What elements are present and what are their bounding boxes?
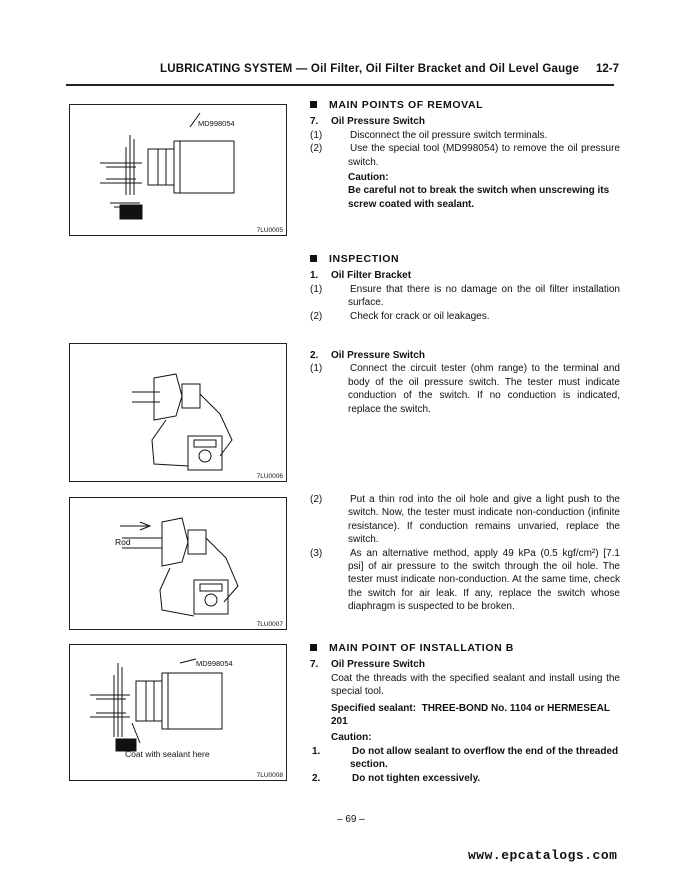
item-title: 1. Oil Filter Bracket	[310, 270, 412, 282]
rod-callout: Rod	[115, 537, 131, 547]
removal-section	[310, 99, 620, 211]
caution-label: Caution:	[348, 172, 389, 184]
figure-code: 7LU0006	[256, 473, 283, 480]
installation-section	[310, 642, 620, 785]
inspection-step: (1) Connect the circuit tester (ohm range) to the terminal and body of the oil pressure switch. The tester must indicate conduction of the switch. If no conduction is indicated, replace the switch.	[310, 363, 620, 415]
switch-removal-illustration	[70, 105, 286, 235]
tool-callout: MD998054	[198, 119, 235, 128]
removal-step: (2) Use the special tool (MD998054) to remove the oil pressure switch.	[310, 143, 620, 168]
header-page-number: 12-7	[596, 63, 620, 75]
inspection-step: (2) Put a thin rod into the oil hole and give a light push to the switch. Now, the tester must indicate non-conduction (infinite resistance). If conduction remains unvaried, replace the switch.	[310, 494, 620, 546]
caution-text: Be careful not to break the switch when unscrewing its screw coated with sealant.	[348, 185, 610, 210]
caution-item: 1. Do not allow sealant to overflow the end of the threaded section.	[312, 745, 619, 771]
header-rule	[66, 84, 614, 86]
caution-item: 2. Do not tighten excessively.	[312, 772, 481, 784]
figure-tester-check	[69, 343, 287, 482]
figure-rod-test	[69, 497, 287, 630]
bullet-square-icon	[310, 255, 317, 262]
removal-step: (1) Disconnect the oil pressure switch terminals.	[310, 129, 548, 141]
section-heading: MAIN POINTS OF REMOVAL	[310, 99, 620, 112]
page-header	[0, 63, 680, 83]
page-number: – 69 –	[337, 814, 365, 825]
inspection-step: (3) As an alternative method, apply 49 kPa (0.5 kgf/cm²) [7.1 psi] of air pressure to the switch through the oil hole. The tester must indicate non-conduction. At the same time, check the switch for air leak. If any, replace the switch whose diaphragm is suspected to be broken.	[310, 547, 620, 613]
sealant-callout: Coat with sealant here	[125, 749, 210, 759]
tool-callout: MD998054	[196, 659, 233, 668]
bullet-square-icon	[310, 644, 317, 651]
inspection-step: (1) Ensure that there is no damage on the oil filter installation surface.	[310, 283, 620, 309]
inspection-section	[310, 253, 620, 323]
figure-sealant	[69, 644, 287, 781]
figure-code: 7LU0007	[256, 621, 283, 628]
section-heading: INSPECTION	[310, 253, 620, 266]
sealant-installation-illustration	[70, 645, 286, 780]
watermark: www.epcatalogs.com	[468, 848, 618, 863]
header-title: LUBRICATING SYSTEM — Oil Filter, Oil Filter Bracket and Oil Level Gauge	[160, 63, 580, 75]
tester-connection-illustration	[70, 344, 286, 481]
sealant-spec: Specified sealant: THREE-BOND No. 1104 or HERMESEAL 201	[331, 702, 610, 728]
figure-code: 7LU0008	[256, 772, 283, 779]
inspection-step: (2) Check for crack or oil leakages.	[310, 310, 490, 322]
item-title: 7. Oil Pressure Switch	[310, 659, 425, 671]
rod-push-illustration	[70, 498, 286, 629]
switch-inspection	[310, 349, 620, 416]
caution-label: Caution:	[331, 732, 372, 744]
item-title: 2. Oil Pressure Switch	[310, 350, 425, 361]
figure-removal-tool	[69, 104, 287, 236]
switch-inspection-continued	[310, 493, 620, 614]
section-heading: MAIN POINT OF INSTALLATION B	[310, 642, 620, 655]
figure-code: 7LU0005	[256, 227, 283, 234]
bullet-square-icon	[310, 101, 317, 108]
item-title: 7. Oil Pressure Switch	[310, 116, 425, 128]
installation-text: Coat the threads with the specified sealant and install using the special tool.	[331, 672, 620, 698]
